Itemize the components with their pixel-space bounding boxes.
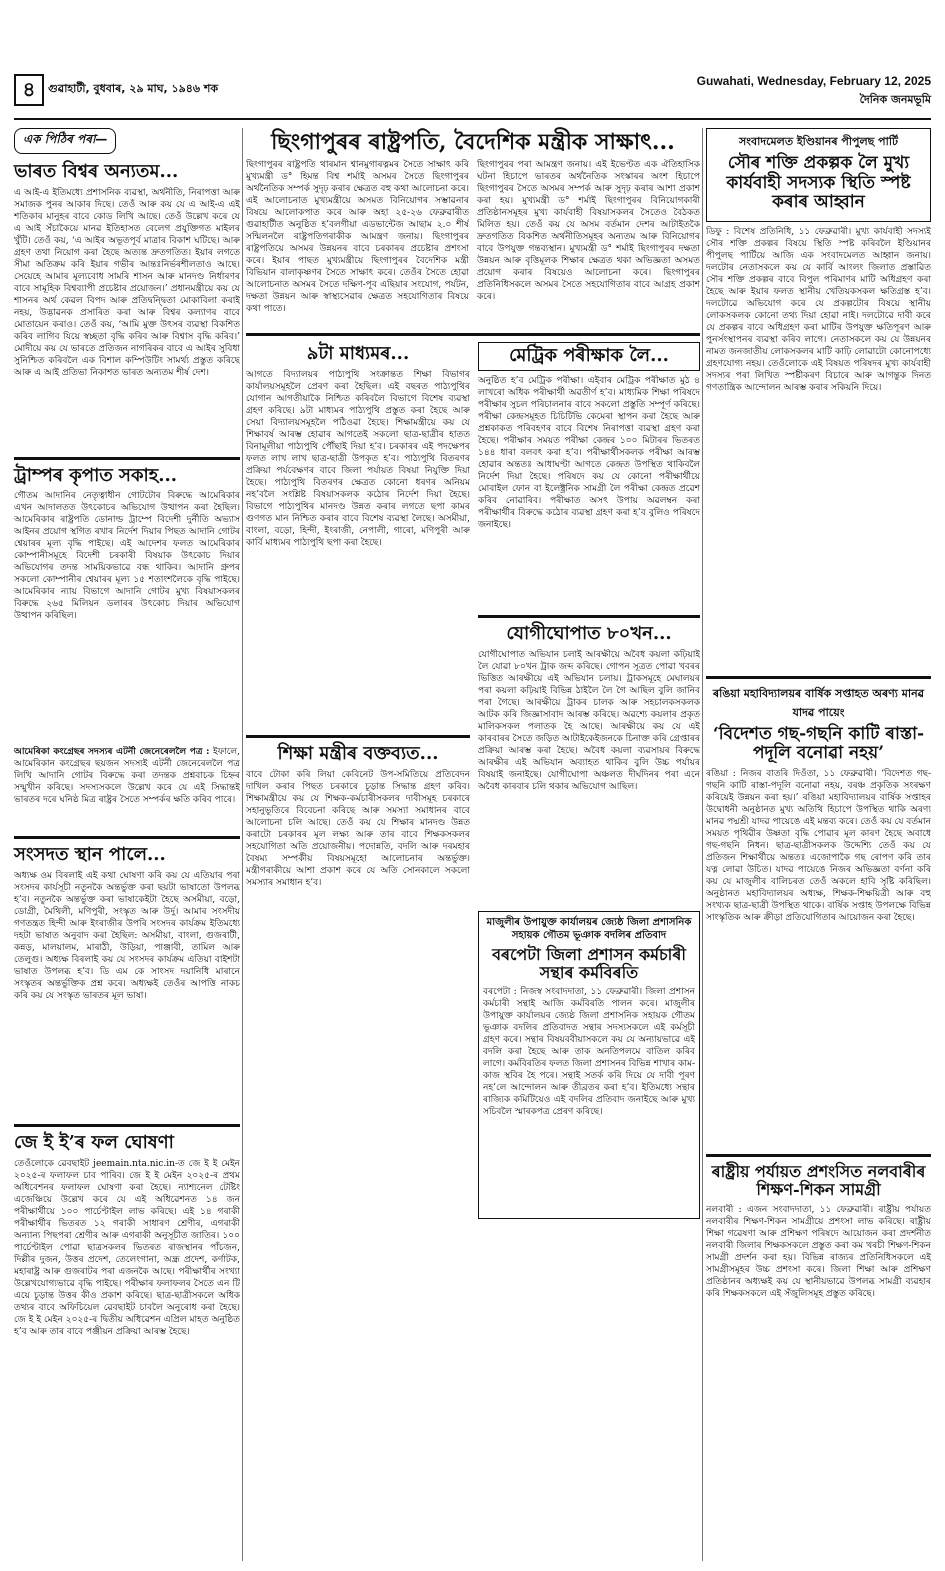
- story-subsection: [14, 746, 240, 830]
- story-divider: [706, 1154, 931, 1157]
- story-headline: শিক্ষা মন্ত্ৰীৰ বক্তব্যত...: [277, 742, 439, 764]
- page-number: ৪: [14, 74, 44, 106]
- column-left: [14, 128, 240, 1538]
- subsection-body: ইফালে, আমেৰিকান কংগ্ৰেছৰ ছয়জন সদস্যই এটৰ্নী জেনেৰেললৈ পত্ৰ লিখি আদানি গোটৰ বিৰুদ্ধে কৰা তদন্তক প্ৰশ্নবাচক চিহ্নৰ সন্মুখীন কৰিছে। সদস্যসকলে উল্লেখ কৰে যে এই সিদ্ধান্তই ভাৰতৰ দৰে ঘনিষ্ঠ মিত্ৰ ৰাষ্ট্ৰৰ সৈতে সম্পৰ্কৰ ক্ষতি কৰিব পাৰে।: [14, 747, 240, 806]
- story-headline-box: [478, 342, 700, 371]
- paper-name: দৈনিক জনমভূমি: [859, 93, 931, 106]
- story-body: যোগীঘোপাত অভিযান চলাই আৰক্ষীয়ে অবৈধ কয়লা কঢ়িয়াই লৈ যোৱা ৮০খন ট্ৰাক জব্দ কৰিছে। গোপন সূত্ৰত পোৱা খবৰৰ ভিত্তিত আৰক্ষীয়ে এই অভিযান চলায়। ট্ৰাকসমূহে মেঘালয়ৰ পৰা কয়লা কঢ়িয়াই বিভিন্ন ঠাইলৈ লৈ গৈ আছিল বুলি জানিব পৰা গৈছে। আৰক্ষীয়ে ট্ৰাকৰ চালক আৰু সহচালকসকলক আটক কৰি জিজ্ঞাসাবাদ আৰম্ভ কৰিছে। অৱশ্যে কয়লাৰ প্ৰকৃত মালিকসকল পলাতক হৈ আছে। আৰক্ষীয়ে কয় যে এই কাৰবাৰৰ সৈতে জড়িত আটাইকেইজনকে চিনাক্ত কৰি গ্ৰেপ্তাৰৰ প্ৰক্ৰিয়া আৰম্ভ কৰা হৈছে। অবৈধ কয়লা ব্যৱসায়ৰ বিৰুদ্ধে আৰক্ষীৰ এই অভিযান অব্যাহত থাকিব বুলি উচ্চ পৰ্যায়ৰ বিষয়াই জনাইছে। যোগীঘোপা অঞ্চলত দীৰ্ঘদিনৰ পৰা এনে অবৈধ কাৰবাৰ চলি থকাৰ অভিযোগ আছিল।: [478, 649, 700, 792]
- story-headline: সৌৰ শক্তি প্ৰকল্পক লৈ মুখ্য কাৰ্যবাহী সদস্যক স্থিতি স্পষ্ট কৰাৰ আহ্বান: [726, 153, 911, 213]
- story-headline: সংসদত স্থান পালে...: [14, 844, 166, 866]
- story-headline: জে ই ই’ৰ ফল ঘোষণা: [14, 1132, 174, 1154]
- lead-headline: ছিংগাপুৰৰ ৰাষ্ট্ৰপতি, বৈদেশিক মন্ত্ৰীক সাক্ষাৎ...: [271, 129, 675, 155]
- story-divider: [14, 457, 240, 460]
- story-body: এ আই-এ ইতিমধ্যে প্ৰশাসনিক ব্যৱস্থা, অৰ্থনীতি, নিৰাপত্তা আৰু সমাজক পুনৰ আকাৰ দিছে। তেওঁ আৰু কয় যে এ আই-এ এই শতিকাৰ মানুহৰ বাবে কোড লিখি আছে। তেওঁ উল্লেখ কৰে যে এ আই সঁচাকৈয়ে মানৱ ইতিহাসত বেলেগ প্ৰযুক্তিগত মাইলৰ খুঁটি। তেওঁ কয়, ‘এ আইৰ অভূতপূৰ্ব মাত্ৰাৰ বিকাশ ঘটিছে। আৰু গ্ৰহণ তথা নিয়োগ কৰা হৈছে অত্যন্ত দ্ৰুতগতিত। ইয়াৰ লগতে সীমা অতিক্ৰম কৰি ইয়াৰ গভীৰ আন্তঃনিৰ্ভৰশীলতাও আছে। সেয়েহে আমাৰ মূল্যবোধ সামৰি শাসন আৰু মানদণ্ড নিৰ্ধাৰণৰ বাবে সামূহিক বিশ্বব্যাপী প্ৰচেষ্টাৰ প্ৰয়োজন।’ প্ৰধানমন্ত্ৰীয়ে কয় যে শাসনৰ অৰ্থ কেৱল বিপদ আৰু প্ৰতিদ্বন্দ্বিতা মোকাবিলা কৰাই নহয়, উদ্ভাৱনক প্ৰসাৰিত কৰা আৰু বিশ্বৰ কল্যাণৰ বাবে মোতায়েন কৰাও। তেওঁ কয়, ‘আমি মুক্ত উৎসৰ ব্যৱস্থা বিকশিত কৰিব লাগিব যিয়ে স্বচ্ছতা বৃদ্ধি কৰিব আৰু বিশ্বাস বৃদ্ধি কৰিব।’ মোদীয়ে কয় যে ভাৰতে প্ৰতিজন নাগৰিকৰ বাবে এ আইৰ সুবিধা সুনিশ্চিত কৰিবলৈ এক বিশাল কম্পিউটিং সামৰ্থ্য প্ৰস্তুত কৰিছে আৰু এ আই প্ৰতিভা নিকাশত ভাৰত অন্যতম শীৰ্ষ দেশ।: [14, 187, 240, 378]
- story-body: ছিংগাপুৰৰ ৰাষ্ট্ৰপতি থাৰমান শ্বানমুগাৰত্নমৰ সৈতে সাক্ষাৎ কৰি মুখ্যমন্ত্ৰী ড° হিমন্ত বিশ্ব শৰ্মাই অসমৰ সৈতে ছিংগাপুৰৰ অৰ্থনৈতিক সম্পৰ্ক সুদৃঢ় কৰাৰ ক্ষেত্ৰত বহু কথা আলোচনা কৰে। এই আলোচনাত মুখ্যমন্ত্ৰীয়ে অসমত বিনিয়োগৰ সম্ভাৱনাৰ বিষয়ে আলোকপাত কৰে আৰু অহা ২৫-২৬ ফেব্ৰুৱাৰীত গুৱাহাটীত অনুষ্ঠিত হ’বলগীয়া এডভান্টেজ আছাম ২.০ শীৰ্ষ সন্মিলনলৈ ৰাষ্ট্ৰপতিগৰাকীক আমন্ত্ৰণ জনায়। ছিংগাপুৰৰ ৰাষ্ট্ৰপতিয়ে অসমৰ উন্নয়নৰ বাবে চৰকাৰৰ প্ৰচেষ্টাৰ প্ৰশংসা কৰে। ইয়াৰ পাছত মুখ্যমন্ত্ৰীয়ে ছিংগাপুৰৰ বৈদেশিক মন্ত্ৰী বিভিয়ান বালাকৃষ্ণণৰ সৈতে সাক্ষাৎ কৰে। তেওঁৰ সৈতে হোৱা আলোচনাত অসমৰ সৈতে দক্ষিণ-পূব এছিয়াৰ সংযোগ, পৰ্যটন, দক্ষতা উন্নয়ন আৰু স্বাস্থ্যসেৱাৰ ক্ষেত্ৰত সহযোগিতাৰ বিষয়ে কথা পাতে।: [246, 160, 469, 315]
- story-kicker: ৰঙিয়া মহাবিদ্যালয়ৰ বাৰ্ষিক সপ্তাহত অৰণ্য মানৱ যাদৱ পায়েং: [712, 686, 925, 719]
- column-center: [246, 128, 700, 1309]
- boxed-headline: বৰপেটা জিলা প্ৰশাসন কৰ্মচাৰী সন্থাৰ কৰ্মবিৰতি: [492, 944, 686, 983]
- story-headline: মেট্ৰিক পৰীক্ষাক লৈ...: [509, 345, 669, 367]
- story-headline: ৯টা মাধ্যমৰ...: [306, 343, 410, 365]
- subsection-lead: আমেৰিকা কংগ্ৰেছৰ সদস্যৰ এটৰ্নী জেনেৰেললৈ পত্ৰ :: [14, 747, 210, 758]
- story-divider: [14, 836, 240, 839]
- center-right-sub: [478, 342, 700, 1308]
- story-body: বৰপেটা : নিজস্ব সংবাদদাতা, ১১ ফেব্ৰুৱাৰী। জিলা প্ৰশাসন কৰ্মচাৰী সন্থাই আজি কৰ্মবিৰতি পালন কৰে। মাজুলীৰ উপায়ুক্ত কাৰ্যালয়ৰ জ্যেষ্ঠ জিলা প্ৰশাসনিক সহায়ক গৌতম ভূঞাক বদলিৰ প্ৰতিবাদত সন্থাৰ সদস্যসকলে এই কৰ্মসূচী গ্ৰহণ কৰে। সন্থাৰ বিষয়ববীয়াসকলে কয় যে অন্যায়ভাৱে এই বদলি কৰা হৈছে আৰু তাক অনতিপলমে বাতিল কৰিব লাগে। কৰ্মবিৰতিৰ ফলত জিলা প্ৰশাসনৰ বিভিন্ন শাখাৰ কাম-কাজ স্থবিৰ হৈ পৰে। সন্থাই সতৰ্ক কৰি দিয়ে যে দাবী পূৰণ নহ’লে আন্দোলন আৰু তীব্ৰতৰ কৰা হ’ব। ইতিমধ্যে সন্থাৰ ৰাজ্যিক কমিটিয়েও এই বদলিৰ প্ৰতিবাদ জনাইছে আৰু মুখ্য সচিবলৈ স্মাৰকপত্ৰ প্ৰেৰণ কৰিছে।: [483, 987, 695, 1118]
- center-lower: [246, 342, 700, 1308]
- column-divider: [702, 128, 703, 1561]
- masthead-rule: [14, 118, 931, 120]
- story-divider: [246, 735, 470, 738]
- story-body: ডিফু : বিশেষ প্ৰতিনিধি, ১১ ফেব্ৰুৱাৰী। মুখ্য কাৰ্যবাহী সদস্যই সৌৰ শক্তি প্ৰকল্পৰ বিষয়ে স্থিতি স্পষ্ট কৰিবলৈ ইণ্ডিয়ানৰ পীপুলছ পাৰ্টিয়ে আজি এক সংবাদমেলত আহ্বান জনায়। দলটোৰ নেতাসকলে কয় যে কাৰ্বি আংলং জিলাত প্ৰস্তাৱিত সৌৰ শক্তি প্ৰকল্পৰ বাবে বিপুল পৰিমাণৰ মাটি অধিগ্ৰহণ কৰা হৈছে আৰু ইয়াৰ ফলত স্থানীয় খেতিয়কসকল ক্ষতিগ্ৰস্ত হ’ব। দলটোৱে অভিযোগ কৰে যে প্ৰকল্পটোৰ বিষয়ে স্থানীয় লোকসকলক কোনো তথ্য দিয়া হোৱা নাই। দলটোৱে দাবী কৰে যে প্ৰকল্পৰ বাবে অধিগ্ৰহণ কৰা মাটিৰ উপযুক্ত ক্ষতিপূৰণ আৰু পুনৰ্সংস্থাপনৰ ব্যৱস্থা কৰিব লাগে। নেতাসকলে কয় যে উন্নয়নৰ নামত জনজাতীয় লোকসকলৰ মাটি কাঢ়ি লোৱাটো কোনোপধ্যে গ্ৰহণযোগ্য নহয়। তেওঁলোকে এই বিষয়ত পৰিষদৰ মুখ্য কাৰ্যবাহী সদস্যৰ পৰা লিখিত স্পষ্টীকৰণ বিচাৰে আৰু আগন্তুক দিনত গণতান্ত্ৰিক আন্দোলন আৰম্ভ কৰাৰ সকিয়নি দিয়ে।: [706, 226, 931, 393]
- story-headline: যোগীঘোপাত ৮০খন...: [506, 622, 672, 644]
- story-headline: ভাৰত বিশ্বৰ অন্যতম...: [14, 161, 179, 182]
- story-divider: [14, 1124, 240, 1127]
- story-body: অধ্যক্ষ ওম বিৰলাই এই কথা ঘোষণা কৰি কয় যে এতিয়াৰ পৰা সংসদৰ কাৰ্যসূচী নতুনকৈ অন্তৰ্ভুক্ত কৰা ছয়টা ভাষাতো উপলব্ধ হ’ব। নতুনকৈ অন্তৰ্ভুক্ত কৰা ভাষাকেইটা হৈছে অসমীয়া, বড়ো, ডোগ্ৰী, মৈথিলী, মণিপুৰী, সংস্কৃত আৰু উৰ্দু। আমাৰ সংসদীয় গণতন্ত্ৰত হিন্দী আৰু ইংৰাজীৰ উপৰি সংসদৰ কাৰ্যক্ৰম ইতিমধ্যে দহটা ভাষাত অনুবাদ কৰা হৈছিল: অসমীয়া, বাংলা, গুজৰাটী, কন্নড়, মালয়ালম, মাৰাঠী, উড়িয়া, পাঞ্জাবী, তামিল আৰু তেলুগু। অধ্যক্ষ বিৰলাই কয় যে সংসদৰ কাৰ্যক্ৰম এতিয়া বাইশটা ভাষাত উপলব্ধ হ’ব। ডি এম কে সাংসদ দয়ানিধি মাৰানে সংস্কৃতৰ অন্তৰ্ভুক্তিক প্ৰশ্ন কৰে। অধ্যক্ষই তেওঁৰ আপত্তি নাকচ কৰি কয় যে সংস্কৃত ভাৰতৰ মূল ভাষা।: [14, 871, 240, 1002]
- masthead-right: [697, 74, 931, 110]
- story-divider: [478, 615, 700, 618]
- story-body: বাবে টোকা কৰি লিয়া কেবিনেট উপ-সমিতিয়ে প্ৰতিবেদন দাখিল কৰাৰ পিছত চৰকাৰে চূড়ান্ত সিদ্ধান্ত গ্ৰহণ কৰিব। শিক্ষামন্ত্ৰীয়ে কয় যে শিক্ষক-কৰ্মচাৰীসকলৰ দাবীসমূহ চৰকাৰে সহানুভূতিৰে বিবেচনা কৰিছে আৰু সমস্যা সমাধানৰ বাবে আলোচনা চলি আছে। তেওঁ কয় যে শিক্ষাৰ মানদণ্ড উন্নত কৰাটো চৰকাৰৰ মূল লক্ষ্য আৰু তাৰ বাবে শিক্ষকসকলৰ সহযোগিতা অতি প্ৰয়োজনীয়। পদোন্নতি, বদলি আৰু দৰমহাৰ বৈষম্য সম্পৰ্কীয় বিষয়সমূহো আলোচনাৰ অন্তৰ্ভুক্ত। মন্ত্ৰীগৰাকীয়ে আশা প্ৰকাশ কৰে যে অতি সোনকালে সকলো সমস্যাৰ সমাধান হ’ব।: [246, 769, 470, 888]
- masthead: [14, 74, 931, 114]
- right-top-box: [706, 128, 931, 222]
- boxed-story: [478, 911, 700, 1220]
- date-assamese: গুৱাহাটী, বুধবাৰ, ২৯ মাঘ, ১৯৪৬ শক: [48, 82, 219, 95]
- column-divider: [242, 128, 243, 1561]
- story-divider: [246, 333, 700, 336]
- date-english: Guwahati, Wednesday, February 12, 2025: [696, 74, 931, 88]
- story-body: গৌতম আদানিৰ নেতৃত্বাধীন গোটটোৰ বিৰুদ্ধে আমেৰিকাৰ এখন আদালতত উৎকোচৰ অভিযোগ উত্থাপন কৰা হৈছিল। আমেৰিকাৰ ৰাষ্ট্ৰপতি ডোনাল্ড ট্ৰাম্পে বিদেশী দুৰ্নীতি অভ্যাস আইনৰ প্ৰয়োগ স্থগিত ৰখাৰ নিৰ্দেশ দিয়াৰ পিছত আদানি গোটৰ শ্বেয়াৰৰ মূল্য বৃদ্ধি পাইছে। এই আদেশৰ ফলত আমেৰিকাৰ কোম্পানীসমূহে বিদেশী চৰকাৰী বিষয়াক উৎকোচ দিয়াৰ অভিযোগৰ তদন্ত সাময়িকভাৱে বন্ধ থাকিব। আদানি গ্ৰুপৰ সকলো কোম্পানীৰ শ্বেয়াৰৰ মূল্য ১৫ শতাংশলৈকে বৃদ্ধি পাইছে। আমেৰিকাৰ ন্যায় বিভাগে আদানি গোটৰ মুখ্য বিষয়াসকলৰ বিৰুদ্ধে ২৬৫ মিলিয়ন ডলাৰৰ উৎকোচ দিয়াৰ অভিযোগ উত্থাপন কৰিছিল।: [14, 491, 240, 622]
- story-divider: [706, 676, 931, 679]
- center-left-sub: [246, 342, 470, 1308]
- story-body: অনুষ্ঠিত হ’ব মেট্ৰিক পৰীক্ষা। এইবাৰ মেট্ৰিক পৰীক্ষাত মুঠ ৪ লাখৰো অধিক পৰীক্ষাৰ্থী অৱতীৰ্ণ হ’ব। মাধ্যমিক শিক্ষা পৰিষদে পৰীক্ষাৰ সুচল পৰিচালনাৰ বাবে সকলো প্ৰস্তুতি সম্পূৰ্ণ কৰিছে। পৰীক্ষা কেন্দ্ৰসমূহত চিচিটিভি কেমেৰা স্থাপন কৰা হৈছে আৰু প্ৰশ্নকাকত পৰিবহণৰ বাবে বিশেষ নিৰাপত্তা ব্যৱস্থা গ্ৰহণ কৰা হৈছে। পৰীক্ষাৰ সময়ত পৰীক্ষা কেন্দ্ৰৰ ১০০ মিটাৰৰ ভিতৰত ১৪৪ ধাৰা বলবৎ কৰা হ’ব। পৰীক্ষাৰ্থীসকলক পৰীক্ষা আৰম্ভ হোৱাৰ অন্ততঃ আধাঘণ্টা আগতে কেন্দ্ৰত উপস্থিত থাকিবলৈ নিৰ্দেশ দিয়া হৈছে। পৰিষদে কয় যে কোনো পৰীক্ষাৰ্থীয়ে মোবাইল ফোন বা ইলেক্ট্ৰনিক সামগ্ৰী লৈ পৰীক্ষা কেন্দ্ৰত প্ৰৱেশ কৰিব নোৱাৰিব। পৰীক্ষাত অসৎ উপায় অৱলম্বন কৰা পৰীক্ষাৰ্থীৰ বিৰুদ্ধে কঠোৰ ব্যৱস্থা গ্ৰহণ কৰা হ’ব বুলিও পৰিষদে জনাইছে।: [478, 375, 700, 530]
- story-body: নলবাৰী : এজন সংবাদদাতা, ১১ ফেব্ৰুৱাৰী। ৰাষ্ট্ৰীয় পৰ্যায়ত নলবাৰীৰ শিক্ষণ-শিকন সামগ্ৰীয়ে প্ৰশংসা লাভ কৰিছে। ৰাষ্ট্ৰীয় শিক্ষা গৱেষণা আৰু প্ৰশিক্ষণ পৰিষদে আয়োজন কৰা প্ৰদৰ্শনীত নলবাৰী জিলাৰ শিক্ষকসকলে প্ৰস্তুত কৰা কম খৰচী শিক্ষণ-শিকন সামগ্ৰী প্ৰদৰ্শন কৰা হয়। বিভিন্ন ৰাজ্যৰ প্ৰতিনিধিসকলে এই সামগ্ৰীসমূহৰ উচ্চ প্ৰশংসা কৰে। জিলা শিক্ষা আৰু প্ৰশিক্ষণ প্ৰতিষ্ঠানৰ অধ্যক্ষই কয় যে স্থানীয়ভাৱে উপলব্ধ সামগ্ৰী ব্যৱহাৰ কৰি শিক্ষকসকলে এই সঁজুলিসমূহ প্ৰস্তুত কৰিছে।: [706, 1204, 931, 1299]
- story-headline: ট্ৰাম্পৰ কৃপাত সকাহ...: [14, 464, 178, 486]
- lead-body: [246, 159, 700, 327]
- story-body: তেওঁলোকে ৱেবছাইট jeemain.nta.nic.in-ত জে ই ই মেইন ২০২৫-ৰ ফলাফল চাব পাৰিব। জে ই ই মেইন ২০২৫-ৰ প্ৰথম অধিবেশনৰ ফলাফল ঘোষণা কৰা হৈছে। ন্যাশ্যনেল টেষ্টিং এজেঞ্চিয়ে উল্লেখ কৰে যে এই অধিৱেশনত ১৪ জন পৰীক্ষাৰ্থীয়ে ১০০ পাৰ্চেণ্টাইল লাভ কৰিছে। এই ১৪ গৰাকী পৰীক্ষাৰ্থীৰ ভিতৰত ১২ গৰাকী সাধাৰণ শ্ৰেণীৰ, এগৰাকী অন্যান্য পিছপৰা শ্ৰেণীৰ আৰু এগৰাকী অনুসূচীত জাতিৰ। ১০০ পাৰ্চেণ্টাইল পোৱা ছাত্ৰসকলৰ ভিতৰত ৰাজস্থানৰ পাঁচজন, দিল্লীৰ দুজন, উত্তৰ প্ৰদেশ, তেলেংগানা, অন্ধ্ৰ প্ৰদেশ, কৰ্ণাটক, মহাৰাষ্ট্ৰ আৰু গুজৰাটৰ পৰা এজনকৈ আছে। পৰীক্ষাৰ্থীৰ সংখ্যা উল্লেখযোগ্যভাৱে বৃদ্ধি পাইছে। পৰীক্ষাৰ ফলাফলৰ সৈতে এন টি এয়ে চূড়ান্ত উত্তৰ কীও প্ৰকাশ কৰিছে। ছাত্ৰ-ছাত্ৰীসকলে অধিক তথ্যৰ বাবে অফিচিয়েল ৱেবছাইট চাবলৈ অনুৰোধ কৰা হৈছে। জে ই ই মেইন ২০২৫-ৰ দ্বিতীয় অধিৱেশন এপ্ৰিল মাহত অনুষ্ঠিত হ’ব আৰু তাৰ বাবে পঞ্জীয়ন প্ৰক্ৰিয়া আৰম্ভ হৈছে।: [14, 1158, 240, 1337]
- boxed-kicker: মাজুলীৰ উপায়ুক্ত কাৰ্যালয়ৰ জ্যেষ্ঠ জিলা প্ৰশাসনিক সহায়ক গৌতম ভূঞাক বদলিৰ প্ৰতিবাদ: [486, 916, 692, 941]
- story-headline: ৰাষ্ট্ৰীয় পৰ্যায়ত প্ৰশংসিত নলবাৰীৰ শিক্ষণ-শিকন সামগ্ৰী: [711, 1161, 926, 1200]
- story-headline: ‘বিদেশত গছ-গছনি কাটি ৰাস্তা-পদূলি বনোৱা নহয়’: [712, 723, 925, 764]
- story-body: ৰঙিয়া : নিজৰ বাতৰি দিওঁতা, ১১ ফেব্ৰুৱাৰী। ‘বিদেশত গছ-গছনি কাটি ৰাস্তা-পদূলি বনোৱা নহয়, বৰঞ্চ প্ৰকৃতিক সংৰক্ষণ কৰিয়েই উন্নয়ন কৰা হয়।’ ৰঙিয়া মহাবিদ্যালয়ৰ বাৰ্ষিক সপ্তাহৰ উদ্বোধনী অনুষ্ঠানত মুখ্য অতিথি হিচাপে উপস্থিত থাকি অৰণ্য মানৱ পদ্মশ্ৰী যাদৱ পায়েঙে এই মন্তব্য কৰে। তেওঁ কয় যে বৰ্তমান সময়ত পৃথিৱীৰ উষ্ণতা বৃদ্ধি পোৱাৰ মূল কাৰণ হৈছে অবাধে গছ-গছনি নিধন। ছাত্ৰ-ছাত্ৰীসকলক উদ্দেশ্যি তেওঁ কয় যে প্ৰতিজন শিক্ষাৰ্থীয়ে অন্ততঃ এজোপাকৈ গছ ৰোপণ কৰি তাৰ যত্ন লোৱা উচিত। যাদৱ পায়েঙে নিজৰ অভিজ্ঞতা বৰ্ণনা কৰি কয় যে মাজুলীৰ বালিচৰত তেওঁ অকলে হাবি সৃষ্টি কৰিছিল। অনুষ্ঠানত মহাবিদ্যালয়ৰ অধ্যক্ষ, শিক্ষক-শিক্ষয়িত্ৰী আৰু বহু সংখ্যক ছাত্ৰ-ছাত্ৰী উপস্থিত থাকে। বাৰ্ষিক সপ্তাহ উপলক্ষে বিভিন্ন সাংস্কৃতিক আৰু ক্ৰীড়া প্ৰতিযোগিতাৰ আয়োজন কৰা হৈছে।: [706, 768, 931, 923]
- story-body: আগতে বিদ্যালয়ৰ পাঠ্যপুথি সংক্ৰান্তত শিক্ষা বিভাগৰ কাৰ্যালয়সমূহলৈ প্ৰেৰণ কৰা হৈছিল। এই বছৰত পাঠ্যপুথিৰ যোগান আগতীয়াকৈ নিশ্চিত কৰিবলৈ বিভাগে বিশেষ ব্যৱস্থা গ্ৰহণ কৰিছে। ৯টা মাধ্যমৰ পাঠ্যপুথি প্ৰস্তুত কৰা হৈছে আৰু সেয়া বিদ্যালয়সমূহলৈ পঠিওৱা হৈছে। শিক্ষামন্ত্ৰীয়ে কয় যে শিক্ষাবৰ্ষ আৰম্ভ হোৱাৰ আগতেই সকলো ছাত্ৰ-ছাত্ৰীৰ হাতত বিনামূলীয়া পাঠ্যপুথি পৌঁছাই দিয়া হ’ব। চৰকাৰৰ এই পদক্ষেপৰ ফলত লাখ লাখ ছাত্ৰ-ছাত্ৰী উপকৃত হ’ব। পাঠ্যপুথি বিতৰণৰ প্ৰক্ৰিয়া পৰ্যবেক্ষণৰ বাবে জিলা পৰ্যায়ত বিষয়া নিযুক্তি দিয়া হৈছে। পাঠ্যপুথি বিতৰণৰ ক্ষেত্ৰত কোনো ধৰণৰ অনিয়ম নহ’বলৈ সংশ্লিষ্ট বিষয়াসকলক কঠোৰ নিৰ্দেশ দিয়া হৈছে। বিভাগে পাঠ্যপুথিৰ মানদণ্ড উন্নত কৰাৰ লগতে ছপা কামৰ গুণগত মান নিশ্চিত কৰাৰ বাবে বিশেষ ব্যৱস্থা লৈছে। অসমীয়া, বাংলা, বড়ো, হিন্দী, ইংৰাজী, নেপালী, গাৰো, মণিপুৰী আৰু কাৰ্বি মাধ্যমৰ পাঠ্যপুথি ছপা কৰা হৈছে।: [246, 369, 470, 548]
- column-right: [706, 128, 931, 1444]
- story-body: ছিংগাপুৰৰ পৰা আমন্ত্ৰণ জনায়। এই ইভেণ্টত এক ঐতিহাসিক ঘটনা হিচাপে ভাৰতৰ অৰ্থনৈতিক সংস্কাৰৰ অংশ হিচাপে ছিংগাপুৰৰ সৈতে অসমৰ সম্পৰ্ক আৰু সুদৃঢ় কৰাৰ আশা প্ৰকাশ কৰা হয়। মুখ্যমন্ত্ৰী ড° শৰ্মাই ছিংগাপুৰৰ বিনিয়োগকাৰী প্ৰতিষ্ঠানসমূহৰ মুখ্য কাৰ্যবাহী বিষয়াসকলৰ সৈতেও বৈঠকত মিলিত হয়। তেওঁ কয় যে অসম বৰ্তমান দেশৰ আটাইতকৈ দ্ৰুতগতিত বিকশিত অৰ্থনীতিসমূহৰ অন্যতম আৰু বিনিয়োগৰ বাবে উপযুক্ত গন্তব্যস্থান। মুখ্যমন্ত্ৰী ড° শৰ্মাই ছিংগাপুৰৰ দক্ষতা উন্নয়ন আৰু বৃত্তিমূলক শিক্ষাৰ ক্ষেত্ৰত থকা অভিজ্ঞতা অসমত প্ৰয়োগ কৰাৰ বিষয়েও আলোচনা কৰে। ছিংগাপুৰৰ প্ৰতিনিধিসকলে অসমৰ সৈতে সহযোগিতাৰ বাবে আগ্ৰহ প্ৰকাশ কৰে।: [477, 160, 700, 303]
- story-kicker: সংবাদমেলত ইণ্ডিয়ানৰ পীপুলছ পাৰ্টি: [739, 135, 898, 148]
- section-tag: এক পিঠিৰ পৰা—: [14, 128, 116, 154]
